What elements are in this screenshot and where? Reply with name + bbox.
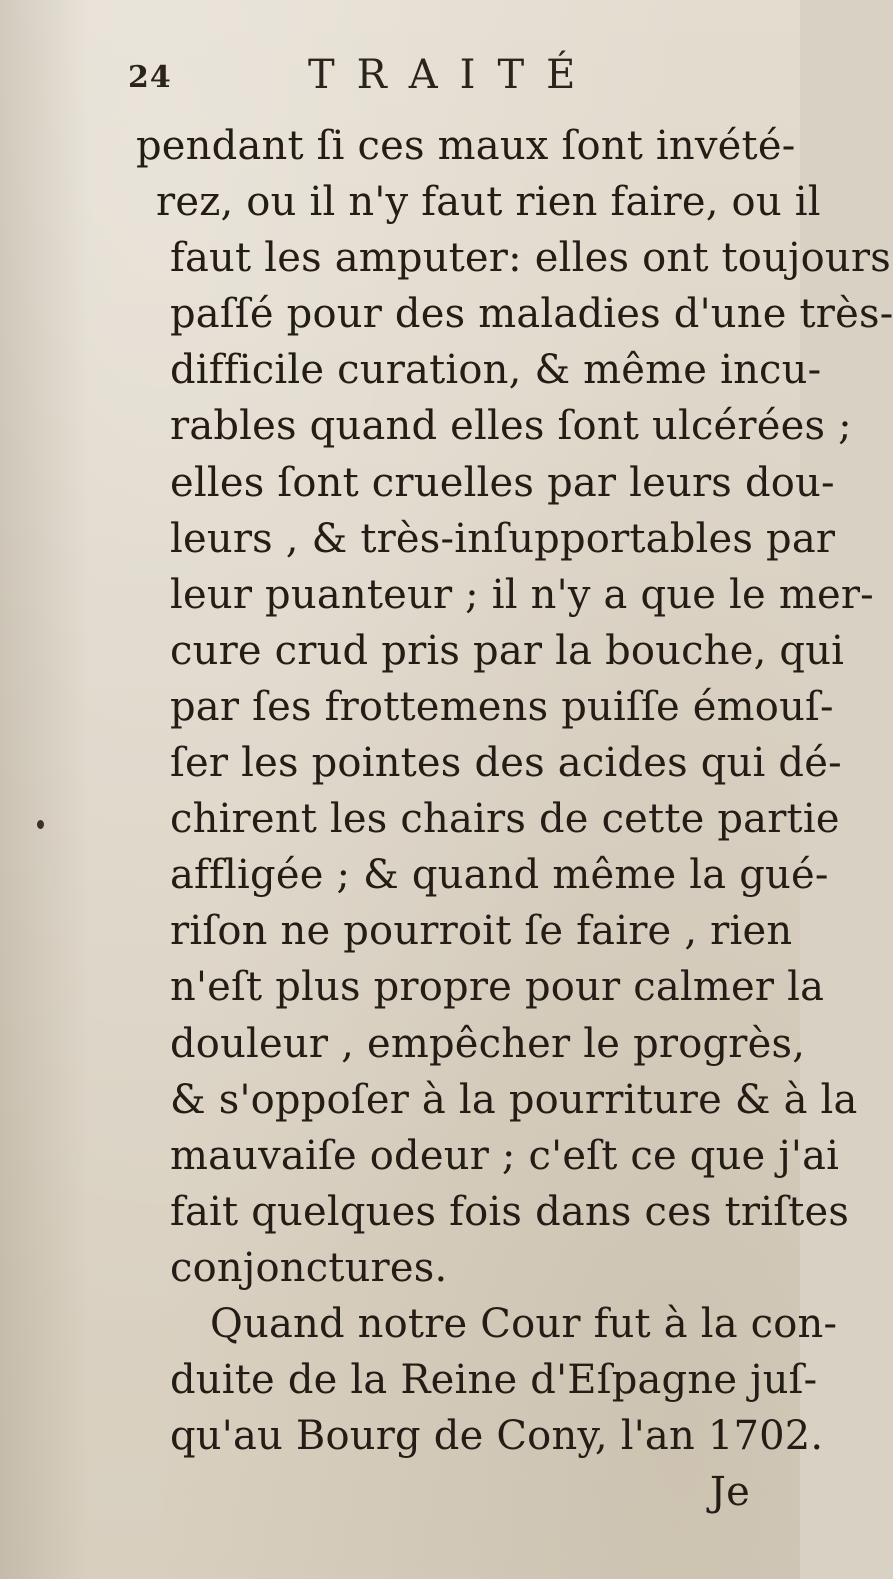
text-line: fait quelques fois dans ces triſtes [170, 1188, 850, 1235]
text-line: paſſé pour des maladies d'une très- [170, 291, 893, 338]
page-header [128, 42, 688, 102]
text-line: par ſes frottemens puiſſe émouſ- [170, 683, 834, 730]
text-line: & s'oppoſer à la pourriture & à la [170, 1076, 858, 1123]
text-line: douleur , empêcher le progrès, [170, 1020, 806, 1067]
text-line: difficile curation, & même incu- [170, 347, 822, 394]
text-line: rez, ou il n'y faut rien faire, ou il [156, 179, 821, 226]
text-line: pendant ſi ces maux ſont invété- [136, 123, 796, 169]
running-head: TRAITÉ [308, 52, 598, 98]
text-line: leur puanteur ; il n'y a que le mer- [170, 571, 874, 618]
ink-spot [37, 820, 44, 829]
text-line: mauvaiſe odeur ; c'eſt ce que j'ai [170, 1132, 840, 1179]
text-line: riſon ne pourroit ſe faire , rien [170, 908, 793, 955]
text-line: faut les amputer: elles ont toujours [170, 235, 891, 282]
text-line: leurs , & très-inſupportables par [170, 515, 836, 562]
body-text [110, 118, 893, 1520]
text-line: chirent les chairs de cette partie [170, 796, 840, 843]
page-number: 24 [128, 60, 172, 95]
text-line: cure crud pris par la bouche, qui [170, 627, 845, 674]
text-line: conjonctures. [170, 1244, 448, 1291]
text-line: qu'au Bourg de Cony, l'an 1702. [170, 1413, 824, 1460]
text-line: ſer les pointes des acides qui dé- [170, 740, 842, 787]
text-line: duite de la Reine d'Eſpagne juſ- [170, 1357, 818, 1404]
text-line: rables quand elles ſont ulcérées ; [170, 403, 852, 450]
catchword: Je [709, 1469, 750, 1516]
text-line: elles ſont cruelles par leurs dou- [170, 459, 835, 506]
text-line: affligée ; & quand même la gué- [170, 852, 829, 899]
paragraph-start-line: Quand notre Cour fut à la con- [210, 1300, 838, 1347]
text-line: n'eſt plus propre pour calmer la [170, 964, 825, 1011]
